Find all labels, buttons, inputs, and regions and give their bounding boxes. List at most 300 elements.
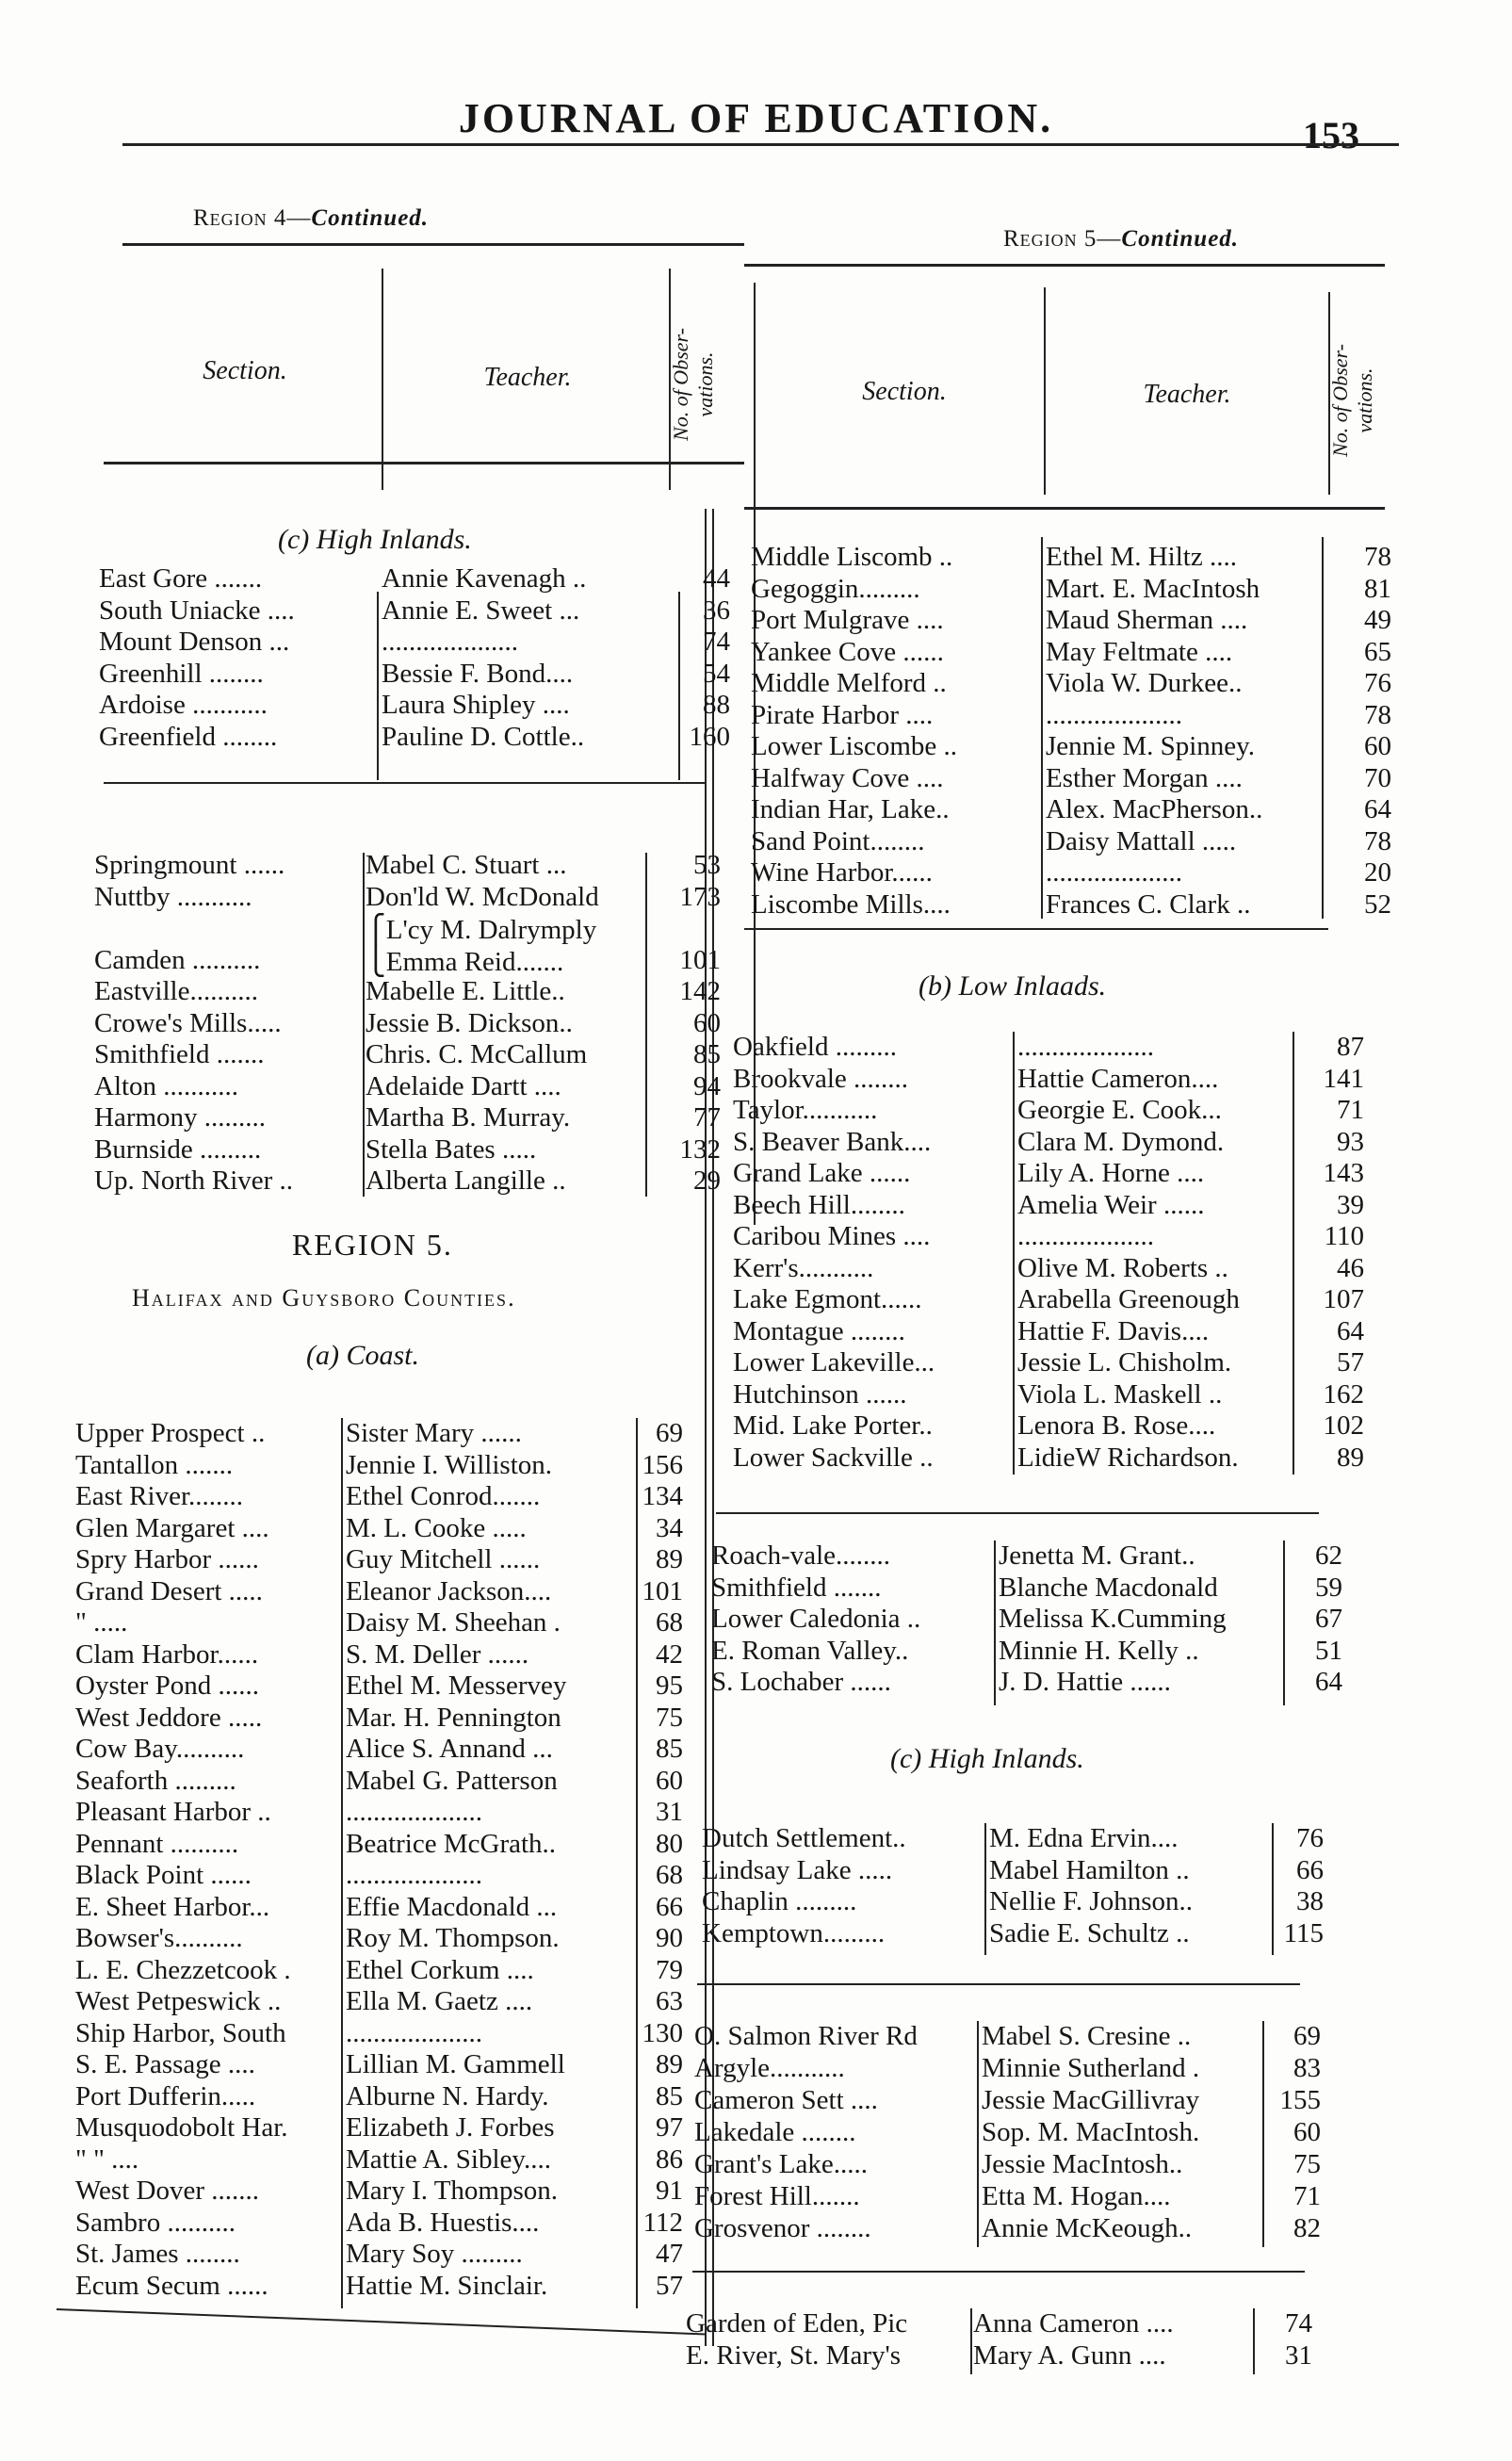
obs-cell: 85 <box>656 1734 683 1764</box>
teacher-cell: Mart. E. MacIntosh <box>1046 573 1260 604</box>
obs-cell: 89 <box>656 2049 683 2079</box>
teacher-cell: .................... <box>346 2017 482 2048</box>
teacher-cell: Sop. M. MacIntosh. <box>982 2117 1200 2147</box>
obs-cell: 44 <box>703 563 730 594</box>
left-subhead-coast: (a) Coast. <box>306 1340 419 1371</box>
obs-cell: 63 <box>656 1986 683 2016</box>
section-cell: Sambro .......... <box>75 2207 236 2238</box>
left-group-1-rule <box>104 782 707 784</box>
obs-cell: 97 <box>656 2112 683 2143</box>
section-cell: E. River, St. Mary's <box>686 2340 901 2371</box>
obs-cell: 110 <box>1324 1221 1364 1251</box>
section-cell: Lakedale ........ <box>694 2117 856 2147</box>
section-cell: Pleasant Harbor .. <box>75 1797 271 1827</box>
right-g5-divider-1 <box>977 2021 979 2247</box>
left-bottom-rule <box>57 2308 707 2335</box>
obs-cell: 112 <box>642 2207 683 2238</box>
teacher-cell: Mabel C. Stuart ... <box>366 850 567 880</box>
obs-cell: 69 <box>656 1418 683 1448</box>
obs-cell: 67 <box>1315 1604 1342 1634</box>
obs-cell: 65 <box>1364 636 1391 667</box>
left-heading-rule <box>122 243 744 246</box>
section-cell: Mid. Lake Porter.. <box>733 1410 933 1441</box>
section-cell: Indian Har, Lake.. <box>751 794 950 824</box>
teacher-cell: LidieW Richardson. <box>1017 1442 1239 1473</box>
section-cell: " ..... <box>75 1607 128 1638</box>
obs-cell: 42 <box>656 1638 683 1670</box>
obs-cell: 101 <box>679 944 721 975</box>
right-g6-divider-2 <box>1253 2308 1255 2374</box>
right-g4-divider-1 <box>984 1823 986 1955</box>
obs-cell: 62 <box>1315 1540 1342 1571</box>
section-cell: Black Point ...... <box>75 1860 252 1890</box>
teacher-cell: Jenetta M. Grant.. <box>999 1540 1195 1571</box>
left-col-divider-1 <box>382 269 383 490</box>
obs-cell: 66 <box>1296 1854 1324 1885</box>
teacher-cell: J. D. Hattie ...... <box>999 1667 1171 1697</box>
left-col-teacher-header: Teacher. <box>483 363 572 392</box>
section-cell: Grand Lake ...... <box>733 1158 911 1188</box>
teacher-cell: Viola W. Durkee.. <box>1046 668 1243 698</box>
left-obs-line1: No. of Obser- <box>669 328 692 441</box>
obs-cell: 57 <box>1337 1347 1364 1377</box>
teacher-cell: Clara M. Dymond. <box>1017 1126 1225 1157</box>
section-cell: Eastville.......... <box>94 976 258 1006</box>
obs-cell: 57 <box>656 2270 683 2301</box>
teacher-cell: M. Edna Ervin.... <box>989 1823 1179 1853</box>
obs-cell: 68 <box>656 1607 683 1638</box>
section-cell: Cameron Sett .... <box>694 2085 878 2115</box>
section-cell: E. Sheet Harbor... <box>75 1891 270 1922</box>
obs-cell: 82 <box>1293 2213 1321 2243</box>
obs-cell: 155 <box>1279 2085 1321 2115</box>
obs-cell: 60 <box>656 1765 683 1796</box>
section-cell: Lower Liscombe .. <box>751 731 958 761</box>
obs-cell: 90 <box>656 1923 683 1953</box>
section-cell: Caribou Mines .... <box>733 1221 931 1251</box>
right-group-1-rule <box>744 928 1328 930</box>
section-cell: Dutch Settlement.. <box>702 1823 906 1853</box>
obs-cell: 38 <box>1296 1886 1324 1916</box>
obs-cell: 80 <box>656 1828 683 1859</box>
section-cell: Middle Liscomb .. <box>751 542 953 572</box>
obs-cell: 54 <box>703 658 730 689</box>
left-obs-line2: vations. <box>693 351 717 417</box>
teacher-cell: Beatrice McGrath.. <box>346 1828 557 1859</box>
section-cell: West Petpeswick .. <box>75 1986 282 2016</box>
right-g3-divider-2 <box>1283 1540 1285 1705</box>
obs-cell: 76 <box>1296 1823 1324 1853</box>
obs-cell: 76 <box>1364 668 1391 698</box>
left-col-section-header: Section. <box>203 356 287 385</box>
section-cell: S. E. Passage .... <box>75 2049 255 2079</box>
obs-cell: 141 <box>1323 1063 1364 1094</box>
right-heading-rule <box>744 264 1385 267</box>
teacher-cell: Jessie B. Dickson.. <box>366 1007 573 1038</box>
teacher-cell: .................... <box>1046 699 1182 730</box>
teacher-cell: Hattie Cameron.... <box>1017 1063 1219 1094</box>
right-g1-divider-2 <box>1322 537 1324 919</box>
section-cell: Pennant .......... <box>75 1828 239 1859</box>
teacher-cell: Jennie M. Spinney. <box>1046 731 1256 761</box>
section-cell: Up. North River .. <box>94 1165 294 1196</box>
section-cell: Tantallon ....... <box>75 1449 234 1480</box>
teacher-cell: Minnie H. Kelly .. <box>999 1635 1199 1666</box>
obs-cell: 130 <box>642 2017 683 2048</box>
teacher-cell: Adelaide Dartt .... <box>366 1070 561 1101</box>
teacher-cell: ⎧L'cy M. Dalrymply <box>366 915 597 945</box>
right-col-obs-header <box>1328 311 1385 490</box>
right-subhead-low-inlands: (b) Low Inlaads. <box>919 970 1107 1002</box>
right-region-heading <box>1003 226 1239 253</box>
teacher-cell: .................... <box>346 1860 482 1890</box>
right-subhead-high-inlands: (c) High Inlands. <box>890 1743 1084 1774</box>
section-cell: Spry Harbor ...... <box>75 1544 259 1574</box>
right-region-continued: Continued. <box>1121 226 1240 252</box>
section-cell: Springmount ...... <box>94 850 285 880</box>
left-region-label: Region 4— <box>193 205 312 231</box>
obs-cell: 88 <box>703 690 730 720</box>
obs-cell: 91 <box>656 2176 683 2206</box>
teacher-cell: Arabella Greenough <box>1017 1284 1240 1314</box>
obs-cell: 115 <box>1283 1917 1324 1948</box>
left-g2-divider-1 <box>363 853 365 1197</box>
left-col-obs-header <box>669 295 725 474</box>
obs-cell: 64 <box>1337 1315 1364 1346</box>
teacher-cell: Annie E. Sweet ... <box>382 595 580 626</box>
teacher-cell: Ethel M. Messervey <box>346 1671 567 1701</box>
left-header-bottom-rule <box>104 462 744 464</box>
teacher-cell: Alice S. Annand ... <box>346 1734 553 1764</box>
section-cell: Beech Hill........ <box>733 1189 905 1220</box>
section-cell: Port Mulgrave .... <box>751 605 944 635</box>
section-cell: Liscombe Mills.... <box>751 888 951 920</box>
obs-cell: 102 <box>1323 1410 1364 1441</box>
section-cell: Lake Egmont...... <box>733 1284 922 1314</box>
section-cell: Kerr's........... <box>733 1252 874 1283</box>
journal-title: JOURNAL OF EDUCATION. <box>458 95 1054 141</box>
teacher-cell: .................... <box>1046 857 1182 888</box>
teacher-cell: May Feltmate .... <box>1046 636 1233 667</box>
teacher-cell: Ethel Corkum .... <box>346 1954 534 1985</box>
obs-cell: 89 <box>656 1544 683 1574</box>
section-cell: East Gore ....... <box>99 563 263 594</box>
teacher-cell: Laura Shipley .... <box>382 690 570 720</box>
teacher-cell: .................... <box>1017 1032 1154 1062</box>
right-obs-line2: vations. <box>1353 367 1376 433</box>
teacher-cell: Mary A. Gunn .... <box>973 2340 1166 2371</box>
section-cell: East River........ <box>75 1481 244 1511</box>
teacher-cell: Mabelle E. Little.. <box>366 976 565 1006</box>
section-cell: South Uniacke .... <box>99 595 295 626</box>
teacher-cell: Eleanor Jackson.... <box>346 1575 552 1606</box>
teacher-cell: Elizabeth J. Forbes <box>346 2112 555 2143</box>
left-g2-divider-2 <box>645 853 647 1197</box>
section-cell: Brookvale ........ <box>733 1063 909 1094</box>
section-cell: Hutchinson ...... <box>733 1378 907 1410</box>
teacher-cell: .................... <box>1017 1221 1154 1251</box>
teacher-cell: Jessie MacIntosh.. <box>982 2149 1183 2179</box>
section-cell: Ecum Secum ...... <box>75 2270 268 2301</box>
section-cell: Wine Harbor...... <box>751 857 933 888</box>
teacher-cell: Sadie E. Schultz .. <box>989 1917 1190 1948</box>
section-cell: Harmony ......... <box>94 1102 267 1133</box>
obs-cell: 51 <box>1315 1635 1342 1666</box>
teacher-cell: Ada B. Huestis.... <box>346 2207 540 2238</box>
right-obs-line1: No. of Obser- <box>1328 344 1352 457</box>
section-cell: Garden of Eden, Pic <box>686 2308 908 2339</box>
teacher-cell: S. M. Deller ...... <box>346 1638 529 1670</box>
teacher-cell: Melissa K.Cumming <box>999 1604 1227 1634</box>
obs-cell: 70 <box>1364 762 1391 793</box>
obs-cell: 34 <box>656 1512 683 1543</box>
teacher-cell: Georgie E. Cook... <box>1017 1095 1222 1125</box>
teacher-cell: Lily A. Horne .... <box>1017 1158 1205 1188</box>
region-5-counties: Halifax and Guysboro Counties. <box>132 1284 516 1312</box>
obs-cell: 134 <box>642 1481 683 1511</box>
obs-cell: 71 <box>1337 1095 1364 1125</box>
section-cell: Port Dufferin..... <box>75 2080 256 2111</box>
section-cell: Alton ........... <box>94 1070 239 1101</box>
section-cell: Smithfield ....... <box>94 1039 265 1069</box>
left-region-heading <box>193 205 429 232</box>
right-group-5-rule <box>692 2271 1305 2273</box>
teacher-cell: Ethel Conrod....... <box>346 1481 541 1511</box>
obs-cell: 46 <box>1337 1252 1364 1283</box>
obs-cell: 156 <box>642 1449 683 1480</box>
section-cell: Bowser's.......... <box>75 1923 243 1953</box>
teacher-cell: Don'ld W. McDonald <box>366 881 599 912</box>
teacher-cell: Annie Kavenagh .. <box>382 563 587 594</box>
teacher-cell: Anna Cameron .... <box>973 2308 1174 2339</box>
section-cell: Yankee Cove ...... <box>751 636 944 667</box>
obs-cell: 29 <box>693 1165 721 1196</box>
teacher-cell: Ella M. Gaetz .... <box>346 1986 533 2016</box>
obs-cell: 87 <box>1337 1032 1364 1062</box>
right-header-bottom-rule <box>744 507 1385 510</box>
obs-cell: 64 <box>1364 794 1391 824</box>
teacher-cell: Alberta Langille .. <box>366 1165 566 1196</box>
teacher-cell: .................... <box>382 627 518 657</box>
section-cell: Oyster Pond ...... <box>75 1671 259 1701</box>
right-g2-divider-2 <box>1293 1032 1294 1475</box>
obs-cell: 64 <box>1315 1667 1342 1697</box>
section-cell: Seaforth ......... <box>75 1765 236 1796</box>
region-5-title: REGION 5. <box>292 1228 453 1262</box>
section-cell: Grant's Lake..... <box>694 2149 868 2179</box>
right-g1-divider-1 <box>1041 537 1043 919</box>
section-cell: Middle Melford .. <box>751 668 947 698</box>
section-cell: Montague ........ <box>733 1315 905 1346</box>
obs-cell: 85 <box>656 2080 683 2111</box>
obs-cell: 39 <box>1337 1189 1364 1220</box>
obs-cell: 132 <box>679 1133 721 1165</box>
right-g5-divider-2 <box>1262 2021 1264 2247</box>
section-cell: Smithfield ....... <box>711 1572 882 1603</box>
obs-cell: 36 <box>703 595 730 626</box>
obs-cell: 173 <box>679 881 721 912</box>
section-cell: Chaplin ......... <box>702 1886 857 1916</box>
obs-cell: 71 <box>1293 2181 1321 2211</box>
teacher-cell: Mabel S. Cresine .. <box>982 2021 1192 2051</box>
left-subhead-high-inlands: (c) High Inlands. <box>278 524 472 555</box>
section-cell: West Jeddore ..... <box>75 1702 263 1733</box>
teacher-cell: Etta M. Hogan.... <box>982 2181 1171 2211</box>
teacher-cell: Alex. MacPherson.. <box>1046 794 1263 824</box>
obs-cell: 85 <box>693 1039 721 1069</box>
section-cell: St. James ........ <box>75 2239 240 2269</box>
page-number: 153 <box>1303 114 1359 156</box>
section-cell: O. Salmon River Rd <box>694 2021 918 2051</box>
section-cell: Taylor........... <box>733 1095 878 1125</box>
obs-cell: 78 <box>1364 699 1391 730</box>
teacher-cell: Blanche Macdonald <box>999 1572 1218 1603</box>
teacher-cell: Annie McKeough.. <box>982 2213 1193 2243</box>
obs-cell: 60 <box>1364 731 1391 761</box>
obs-cell: 162 <box>1323 1378 1364 1410</box>
teacher-cell: ⎩Emma Reid....... <box>366 946 564 977</box>
right-g6-divider-1 <box>970 2308 972 2374</box>
right-g4-divider-2 <box>1272 1823 1274 1955</box>
section-cell: Pirate Harbor .... <box>751 699 934 730</box>
section-cell: Forest Hill....... <box>694 2181 860 2211</box>
teacher-cell: Esther Morgan .... <box>1046 762 1243 793</box>
teacher-cell: Frances C. Clark .. <box>1046 888 1251 920</box>
teacher-cell: Olive M. Roberts .. <box>1017 1252 1228 1283</box>
section-cell: Mount Denson ... <box>99 627 290 657</box>
section-cell: Camden .......... <box>94 944 261 975</box>
obs-cell: 86 <box>656 2143 683 2175</box>
section-cell: E. Roman Valley.. <box>711 1635 909 1666</box>
teacher-cell: Nellie F. Johnson.. <box>989 1886 1193 1916</box>
obs-cell: 142 <box>679 976 721 1006</box>
obs-cell: 59 <box>1315 1572 1342 1603</box>
section-cell: Kemptown......... <box>702 1917 886 1948</box>
section-cell: Upper Prospect .. <box>75 1418 266 1448</box>
right-group-2-rule <box>716 1512 1319 1514</box>
teacher-cell: Maud Sherman .... <box>1046 605 1248 635</box>
section-cell: S. Lochaber ...... <box>711 1667 891 1697</box>
right-g3-divider-1 <box>994 1540 996 1705</box>
right-col-teacher-header: Teacher. <box>1143 380 1231 409</box>
teacher-cell: Ethel M. Hiltz .... <box>1046 542 1237 572</box>
teacher-cell: Sister Mary ...... <box>346 1418 522 1448</box>
obs-cell: 68 <box>656 1860 683 1890</box>
section-cell: " " .... <box>75 2143 139 2175</box>
section-cell: Sand Point........ <box>751 825 925 856</box>
right-col-divider-2 <box>1044 287 1046 495</box>
obs-cell: 69 <box>1293 2021 1321 2051</box>
teacher-cell: Viola L. Maskell .. <box>1017 1378 1223 1410</box>
teacher-cell: Hattie M. Sinclair. <box>346 2270 548 2301</box>
obs-cell: 75 <box>656 1702 683 1733</box>
obs-cell: 49 <box>1364 605 1391 635</box>
section-cell: Halfway Cove .... <box>751 762 944 793</box>
obs-cell: 74 <box>703 627 730 657</box>
teacher-cell: Mattie A. Sibley.... <box>346 2143 552 2175</box>
left-region-continued: Continued. <box>311 205 430 231</box>
section-cell: S. Beaver Bank.... <box>733 1126 932 1157</box>
obs-cell: 47 <box>656 2239 683 2269</box>
left-g3-divider-1 <box>341 1418 343 2308</box>
section-cell: Roach-vale........ <box>711 1540 891 1571</box>
obs-cell: 83 <box>1293 2053 1321 2083</box>
section-cell: Clam Harbor...... <box>75 1638 259 1670</box>
obs-cell: 93 <box>1337 1126 1364 1157</box>
section-cell: Lower Lakeville... <box>733 1347 935 1377</box>
left-g1-divider-1 <box>377 592 379 780</box>
teacher-cell: Mar. H. Pennington <box>346 1702 561 1733</box>
section-cell: Cow Bay.......... <box>75 1734 245 1764</box>
section-cell: Nuttby ........... <box>94 881 252 912</box>
obs-cell: 94 <box>693 1070 721 1101</box>
teacher-cell: Chris. C. McCallum <box>366 1039 588 1069</box>
section-cell: Crowe's Mills..... <box>94 1007 282 1038</box>
section-cell: Burnside ......... <box>94 1133 262 1165</box>
teacher-cell: Hattie F. Davis.... <box>1017 1315 1210 1346</box>
section-cell: Oakfield ......... <box>733 1032 897 1062</box>
teacher-cell: Roy M. Thompson. <box>346 1923 560 1953</box>
obs-cell: 101 <box>642 1575 683 1606</box>
section-cell: L. E. Chezzetcook . <box>75 1954 291 1985</box>
obs-cell: 79 <box>656 1954 683 1985</box>
obs-cell: 53 <box>693 850 721 880</box>
obs-cell: 81 <box>1364 573 1391 604</box>
teacher-cell: Effie Macdonald ... <box>346 1891 558 1922</box>
section-cell: West Dover ....... <box>75 2176 259 2206</box>
obs-cell: 78 <box>1364 542 1391 572</box>
obs-cell: 78 <box>1364 825 1391 856</box>
teacher-cell: Mary I. Thompson. <box>346 2176 559 2206</box>
teacher-cell: .................... <box>346 1797 482 1827</box>
obs-cell: 74 <box>1285 2308 1312 2339</box>
section-cell: Musquodobolt Har. <box>75 2112 288 2143</box>
teacher-cell: Mary Soy ......... <box>346 2239 523 2269</box>
teacher-cell: Daisy M. Sheehan . <box>346 1607 561 1638</box>
obs-cell: 66 <box>656 1891 683 1922</box>
teacher-cell: M. L. Cooke ..... <box>346 1512 527 1543</box>
right-region-label: Region 5— <box>1003 226 1122 252</box>
teacher-cell: Lenora B. Rose.... <box>1017 1410 1216 1441</box>
teacher-cell: Jessie L. Chisholm. <box>1017 1347 1232 1377</box>
obs-cell: 52 <box>1364 888 1391 920</box>
section-cell: Grand Desert ..... <box>75 1575 263 1606</box>
left-g1-divider-2 <box>678 592 680 780</box>
teacher-cell: Pauline D. Cottle.. <box>382 721 585 752</box>
obs-cell: 60 <box>693 1007 721 1038</box>
section-cell: Lower Caledonia .. <box>711 1604 921 1634</box>
teacher-cell: Alburne N. Hardy. <box>346 2080 549 2111</box>
obs-cell: 95 <box>656 1671 683 1701</box>
left-g3-divider-2 <box>636 1418 638 2308</box>
section-cell: Glen Margaret .... <box>75 1512 269 1543</box>
right-col-section-header: Section. <box>862 377 947 406</box>
teacher-cell: Martha B. Murray. <box>366 1102 571 1133</box>
section-cell: Ship Harbor, South <box>75 2017 286 2048</box>
section-cell: Lindsay Lake ..... <box>702 1854 893 1885</box>
header-rule <box>122 143 1399 146</box>
obs-cell: 143 <box>1323 1158 1364 1188</box>
obs-cell: 60 <box>1293 2117 1321 2147</box>
section-cell: Lower Sackville .. <box>733 1442 934 1473</box>
obs-cell: 75 <box>1293 2149 1321 2179</box>
teacher-cell: Mabel Hamilton .. <box>989 1854 1190 1885</box>
right-g2-divider-1 <box>1013 1032 1015 1475</box>
right-group-4-rule <box>697 1983 1300 1985</box>
teacher-cell: Stella Bates ..... <box>366 1133 537 1165</box>
obs-cell: 20 <box>1364 857 1391 888</box>
teacher-cell: Minnie Sutherland . <box>982 2053 1200 2083</box>
